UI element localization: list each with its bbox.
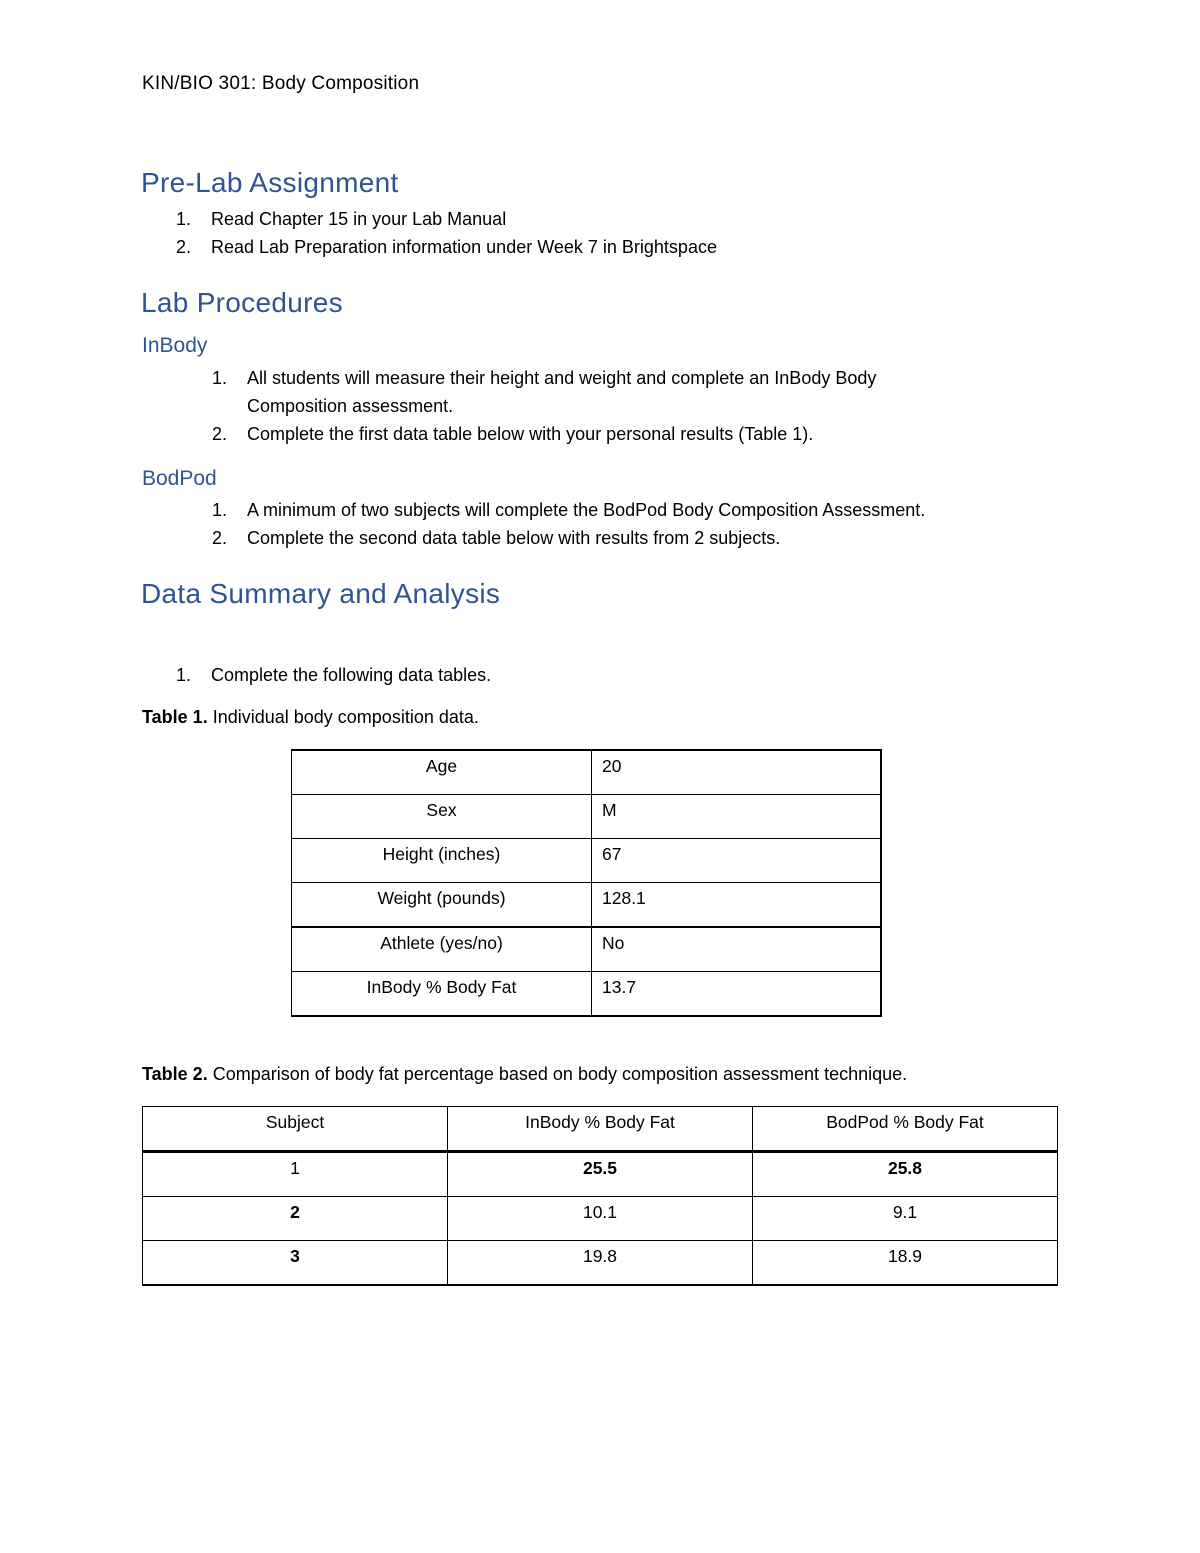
table-cell: 3 [143,1241,448,1286]
table-row [292,839,882,883]
table-cell: 25.8 [753,1152,1058,1197]
list-text: Read Lab Preparation information under Week 7 in Brightspace [211,237,717,257]
list-number: 1. [176,665,192,685]
table-cell-label: Height (inches) [292,839,592,883]
table-row [292,750,882,795]
page-header: KIN/BIO 301: Body Composition [142,73,420,94]
table-cell-value: 67 [592,839,882,883]
list-number: 1. [212,500,228,520]
list-number: 1. [176,209,192,229]
table-cell-label: InBody % Body Fat [292,972,592,1017]
subheading-inbody: InBody [142,334,208,357]
table-cell: 19.8 [448,1241,753,1286]
table-row [292,972,882,1017]
table-cell-value: No [592,927,882,972]
heading-lab-procedures: Lab Procedures [141,287,343,318]
table-cell-label: Athlete (yes/no) [292,927,592,972]
list-number: 1. [212,368,228,388]
list-text: Complete the second data table below with results from 2 subjects. [247,528,781,548]
table-cell-value: 128.1 [592,883,882,928]
table-cell-value: M [592,795,882,839]
table-cell: 10.1 [448,1197,753,1241]
table1-caption-text: Individual body composition data. [207,707,479,727]
list-item [212,496,925,524]
list-item [212,364,876,420]
table-row [143,1152,1058,1197]
list-item [176,205,506,233]
column-header-bodpod: BodPod % Body Fat [753,1107,1058,1152]
table-row [292,795,882,839]
table1-caption-label: Table 1. [142,707,208,727]
list-item [176,233,717,261]
table-row [292,883,882,928]
list-item [212,420,813,448]
table-header-row [143,1107,1058,1152]
heading-pre-lab: Pre-Lab Assignment [141,167,399,198]
column-header-inbody: InBody % Body Fat [448,1107,753,1152]
table-row [292,927,882,972]
list-item [212,524,780,552]
list-text: Read Chapter 15 in your Lab Manual [211,209,507,229]
table-cell: 25.5 [448,1152,753,1197]
table2 [142,1106,1058,1286]
table1 [291,749,882,1017]
list-text: All students will measure their height and weight and complete an InBody Body [247,368,877,388]
table-cell: 2 [143,1197,448,1241]
table-row [143,1241,1058,1286]
list-text: Complete the first data table below with your personal results (Table 1). [247,424,814,444]
table1-caption [142,707,479,728]
table-cell: 18.9 [753,1241,1058,1286]
list-text: Complete the following data tables. [211,665,492,685]
table2-caption [142,1064,907,1085]
table-cell-label: Weight (pounds) [292,883,592,928]
table-cell-label: Age [292,750,592,795]
table-cell-value: 13.7 [592,972,882,1017]
list-text-continued: Composition assessment. [247,396,454,416]
table-row [143,1197,1058,1241]
subheading-bodpod: BodPod [142,467,217,490]
table-cell: 9.1 [753,1197,1058,1241]
heading-data-summary: Data Summary and Analysis [141,578,501,609]
table-cell-value: 20 [592,750,882,795]
table-cell-label: Sex [292,795,592,839]
list-item [176,661,491,689]
list-number: 2. [176,237,192,257]
list-number: 2. [212,424,228,444]
table2-caption-text: Comparison of body fat percentage based on body composition assessment technique. [207,1064,908,1084]
table2-caption-label: Table 2. [142,1064,208,1084]
table-cell: 1 [143,1152,448,1197]
column-header-subject: Subject [143,1107,448,1152]
list-text: A minimum of two subjects will complete the BodPod Body Composition Assessment. [247,500,926,520]
list-number: 2. [212,528,228,548]
